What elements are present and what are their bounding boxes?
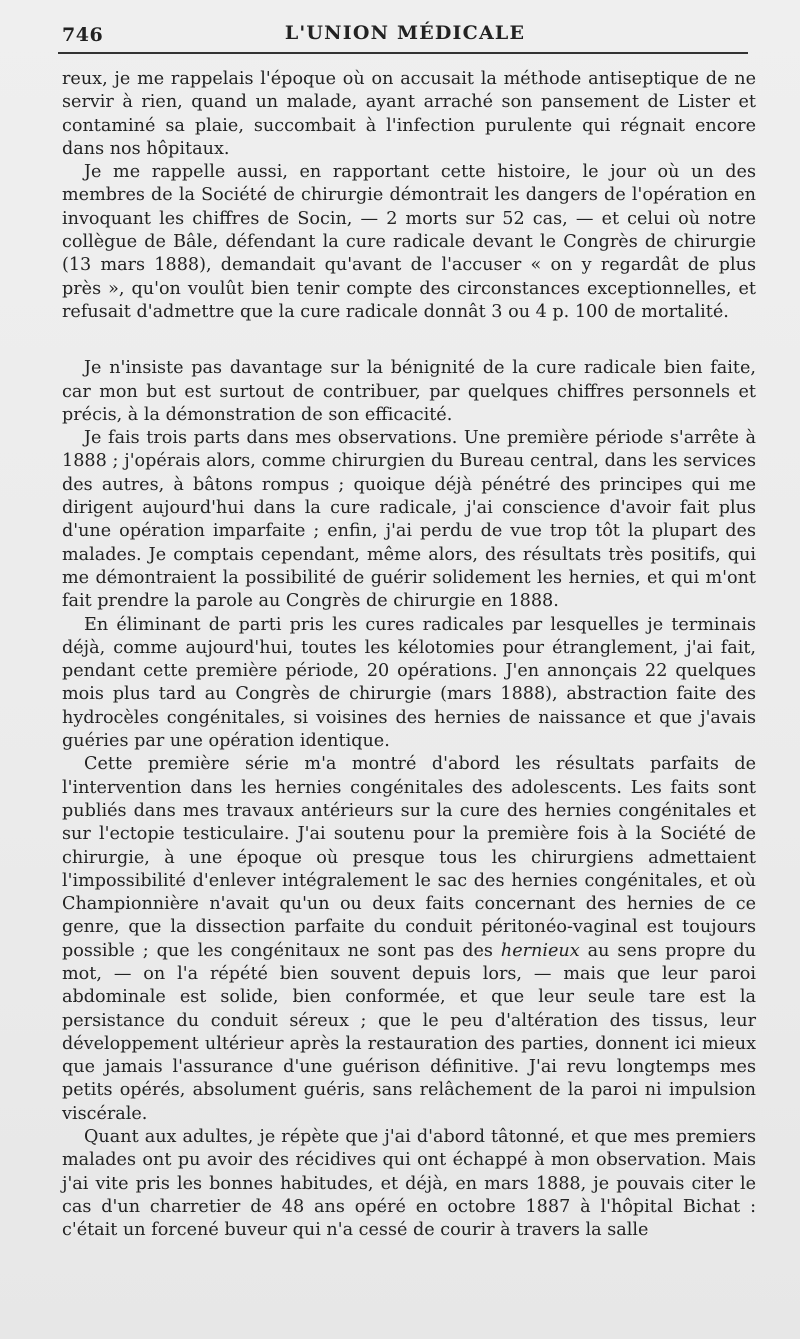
paragraph-trois-parts: Je fais trois parts dans mes observations. Une première période s'arrête à 1888 ; j'opérais alors, comme chirurgien du Bureau central, dans les services des autres, à bâtons rompus ; quoique déjà pénétré des principes qui me dirigent aujourd'hui dans la cure radicale, j'ai conscience d'avoir fait plus d'une opération imparfaite ; enfin, j'ai perdu de vue trop tôt la plupart des malades. Je comptais cependant, même alors, des résultats très positifs, qui me démontraient la possibilité de guérir solidement les hernies, et qui m'ont fait prendre la parole au Congrès de chirurgie en 1888. — [62, 428, 756, 612]
text-run-b: au sens propre du mot, — on l'a répété bien souvent depuis lors, — mais que leur paroi abdominale est solide, bien conformée, et que leur seule tare est la persistance du conduit séreux ; que le peu d'altération des tissus, leur développement ultérieur après la restauration des parties, donnent ici mieux que jamais l'assurance d'une guérison définitive. J'ai revu longtemps mes petits opérés, absolument guéris, sans relâchement de la paroi ni impulsion viscérale. — [62, 940, 757, 1124]
italic-word-hernieux: hernieux — [500, 940, 580, 961]
paragraph-socin: Je me rappelle aussi, en rapportant cette histoire, le jour où un des membres de la Société de chirurgie démontrait les dangers de l'opération en invoquant les chiffres de Socin, — 2 morts sur 52 cas, — et celui où notre collègue de Bâle, défendant la cure radicale devant le Congrès de chirurgie (13 mars 1888), demandait qu'avant de l'accuser « on y regardât de plus près », qu'on voulût bien tenir compte des circonstances exceptionnelles, et refusait d'admettre que la cure radicale donnât 3 ou 4 p. 100 de mortalité. — [62, 162, 756, 322]
paragraph-continuation: reux, je me rappelais l'époque où on accusait la méthode antiseptique de ne servir à rien, quand un malade, ayant arraché son pansement de Lister et contaminé sa plaie, succombait à l'infection purulente qui régnait encore dans nos hôpitaux. — [62, 69, 756, 159]
page-header — [62, 20, 748, 50]
text-run-a: Cette première série m'a montré d'abord les résultats parfaits de l'intervention dans les hernies congénitales des adolescents. Les faits sont publiés dans mes travaux antérieurs sur la cure des hernies congénitales et sur l'ectopie testiculaire. J'ai soutenu pour la première fois à la Société de chirurgie, à une époque où presque tous les chirurgiens admettaient l'impossibilité d'enlever intégralement le sac des hernies congénitales, et où Championnière n'avait qu'un ou deux faits concernant des hernies de ce genre, que la dissection parfaite du conduit péritonéo-vaginal est toujours possible ; que les congénitaux ne sont pas des — [62, 754, 756, 961]
paragraph-benignite: Je n'insiste pas davantage sur la bénignité de la cure radicale bien faite, car mon but est surtout de contribuer, par quelques chiffres personnels et précis, à la démonstration de son efficacité. — [62, 358, 756, 425]
paragraph-premiere-serie — [62, 753, 756, 1126]
paragraph-adultes: Quant aux adultes, je répète que j'ai d'abord tâtonné, et que mes premiers malades ont pu avoir des récidives qui ont échappé à mon observation. Mais j'ai vite pris les bonnes habitudes, et déjà, en mars 1888, je pouvais citer le cas d'un charretier de 48 ans opéré en octobre 1887 à l'hôpital Bichat : c'était un forcené buveur qui n'a cessé de courir à travers la salle — [62, 1127, 756, 1241]
paragraph-premiere-periode: En éliminant de parti pris les cures radicales par lesquelles je terminais déjà, comme aujourd'hui, toutes les kélotomies pour étranglement, j'ai fait, pendant cette première période, 20 opérations. J'en annonçais 22 quelques mois plus tard au Congrès de chirurgie (mars 1888), abstraction faite des hydrocèles congénitales, si voisines des hernies de naissance et que j'avais guéries par une opération identique. — [62, 614, 756, 752]
article-body — [62, 68, 756, 1243]
header-rule — [58, 52, 748, 54]
page-number: 746 — [62, 24, 104, 46]
running-title: L'UNION MÉDICALE — [284, 22, 526, 44]
